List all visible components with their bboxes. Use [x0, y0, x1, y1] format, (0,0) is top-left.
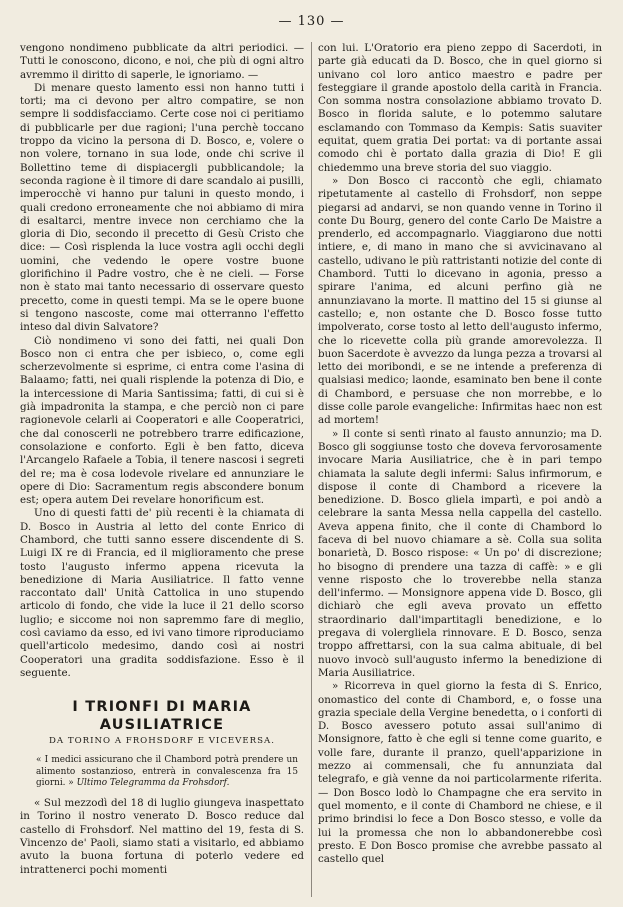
paragraph: Uno di questi fatti de' più recenti è la chiamata di D. Bosco in Austria al letto del conte Enrico di Chambord, che tutti sanno essere discendente di S. Luigi IX re di Francia, ed il miglioramento che prese tosto l'augusto infermo appena ricevuta la benedizione di Maria Ausiliatrice. Il fatto venne raccontato dall' Unità Cattolica in uno stupendo articolo di fondo, che vide la luce il 21 dello scorso luglio; e siccome noi non sapremmo fare di meglio, così caviamo da esso, ed ivi vano timore riproduciamo quell'articolo medesimo, dando così ai nostri Cooperatori una gradita soddisfazione. Esso è il seguente. — [20, 507, 304, 679]
paragraph: Ciò nondimeno vi sono dei fatti, nei quali Don Bosco non ci entra che per isbieco, o, come egli scherzevolmente si esprime, ci entra come l'asina di Balaamo; fatti, nei quali risplende la potenza di Dio, e la intercessione di Maria Santissima; fatti, di cui si è già impadronita la stampa, e che perciò non ci pare ragionevole celarli ai Cooperatori e alle Cooperatrici, che dal conoscerli ne potrebbero trarre edificazione, consolazione e conforto. Egli è ben fatto, diceva l'Arcangelo Rafaele a Tobia, il tenere nascosi i segreti del re; ma è cosa lodevole rivelare ed annunziare le opere di Dio: Sacramentum regis abscondere bonum est; opera autem Dei revelare honorificum est. — [20, 334, 304, 507]
left-column — [20, 42, 304, 877]
paragraph: vengono nondimeno pubblicate da altri periodici. — Tutti le conoscono, dicono, e noi, che più di ogni altro avremmo il diritto di saperle, le ignoriamo. — — [20, 42, 304, 81]
section-subtitle: DA TORINO A FROHSDORF E VICEVERSA. — [49, 736, 275, 747]
paragraph: » Il conte si sentì rinato al fausto annunzio; ma D. Bosco gli soggiunse tosto che doveva fervorosamente invocare Maria Ausiliatrice, che è in pari tempo chiamata la salute degli infermi: Salus infirmorum, e dispose il conte di Chambord a ricevere la benedizione. D. Bosco gliela impartì, e poi andò a celebrare la santa Messa nella cappella del castello. Aveva appena finito, che il conte di Chambord lo faceva di bel nuovo chiamare a sè. Colla sua solita bonarietà, D. Bosco rispose: « Un po' di discrezione; ho bisogno di prendere una tazza di caffè: » e gli venne risposto che lo troverebbe nella stanza dell'infermo. — Monsignore appena vide D. Bosco, gli dichiarò che egli aveva provato un effetto straordinario dall'impartitagli benedizione, e lo pregava di volergliela rinnovare. E D. Bosco, senza troppo affrettarsi, con la sua calma abituale, di bel nuovo invocò sull'augusto infermo la benedizione di Maria Ausiliatrice. — [318, 427, 602, 679]
epigraph — [36, 755, 298, 789]
paragraph: « Sul mezzodì del 18 di luglio giungeva inaspettato in Torino il nostro venerato D. Bosco reduce dal castello di Frohsdorf. Nel mattino del 19, festa di S. Vincenzo de' Paoli, siamo stati a visitarlo, ed abbiamo avuto la buona fortuna di poterlo vedere ed intrattenerci pochi momenti — [20, 797, 304, 876]
section-title: I TRIONFI DI MARIA AUSILIATRICE — [72, 699, 252, 734]
paragraph: Di menare questo lamento essi non hanno tutti i torti; ma ci devono per altro compatire, se non sempre li soddisfacciamo. Certe cose noi ci peritiamo di pubblicarle per due ragioni; l'una perchè toccano troppo da vicino la persona di D. Bosco, e, volere o non volere, tornano in sua lode, onde chi scrive il Bollettino teme di dispiacergli pubblicandole; la seconda ragione è il timore di dare scandalo ai pusilli, imperocchè vi hanno pur taluni in questo mondo, i quali credono erroneamente che noi abbiamo di mira di esaltarci, mentre invece non cerchiamo che la gloria di Dio, secondo il precetto di Gesù Cristo che dice: — Così risplenda la luce vostra agli occhi degli uomini, che vedendo le opere vostre buone glorifichino il Padre vostro, che è ne cieli. — Forse non è stato mai tanto necessario di osservare questo precetto, come in questi tempi. Ma se le opere buone si tengono nascoste, come mai otterranno l'effetto inteso dal divin Salvatore? — [20, 81, 304, 334]
epigraph-source: Ultimo Telegramma da Frohsdorf. — [76, 777, 230, 788]
paragraph: » Ricorreva in quel giorno la festa di S. Enrico, onomastico del conte di Chambord, e, o fosse una grazia speciale della Vergine benedetta, o i conforti di D. Bosco avessero potuto assai sull'animo di Monsignore, fatto è che egli si tenne come guarito, e volle fare, durante il pranzo, quell'apparizione in mezzo ai commensali, che fu annunziata dal telegrafo, e già venne da noi particolarmente riferita. — Don Bosco lodò lo Champagne che era servito in quel momento, e il conte di Chambord ne chiese, e il primo brindisi lo fece a Don Bosco stesso, e volle da lui la promessa che non lo abbandonerebbe così presto. E Don Bosco promise che avrebbe passato al castello quel — [318, 680, 602, 866]
page-number: — 130 — — [278, 14, 345, 29]
right-column — [318, 42, 602, 866]
paragraph: con lui. L'Oratorio era pieno zeppo di Sacerdoti, in parte già educati da D. Bosco, che in quel giorno si univano col loro antico maestro e padre per festeggiare il grande apostolo della carità in Francia. Con somma nostra consolazione abbiamo trovato D. Bosco in florida salute, e lo potemmo salutare esclamando con Tommaso da Kempis: Satis suaviter equitat, quem gratia Dei portat: va di portante assai comodo chi è portato dalla grazia di Dio! E gli chiedemmo una breve storia del suo viaggio. — [318, 42, 602, 174]
paragraph: » Don Bosco ci raccontò che egli, chiamato ripetutamente al castello di Frohsdorf, non seppe piegarsi ad andarvi, se non quando venne in Torino il conte Du Bourg, genero del conte Carlo De Maistre a prenderlo, ed accompagnarlo. Viaggiarono due notti intiere, e, di mano in mano che si avvicinavano al castello, udivano le più rattristanti notizie del conte di Chambord. Tutti lo dicevano in agonia, presso a spirare l'anima, ed alcuni perfino già ne annunziavano la morte. Il mattino del 15 si giunse al castello; e, non ostante che D. Bosco fosse tutto impolverato, corse tosto al letto dell'augusto infermo, che lo ricevette colla più grande amorevolezza. Il buon Sacerdote è avvezzo da lunga pezza a trovarsi al letto dei moribondi, e se ne intende a preferenza di qualsiasi medico; laonde, esaminato ben bene il conte di Chambord, e persuase che non morrebbe, e lo disse colle parole evangeliche: Infirmitas haec non est ad mortem! — [318, 174, 602, 427]
column-divider — [311, 42, 312, 897]
epigraph-text: « I medici assicurano che il Chambord potrà prendere un alimento sostanzioso, entrerà in convalescenza fra 15 giorni. » — [36, 755, 298, 788]
